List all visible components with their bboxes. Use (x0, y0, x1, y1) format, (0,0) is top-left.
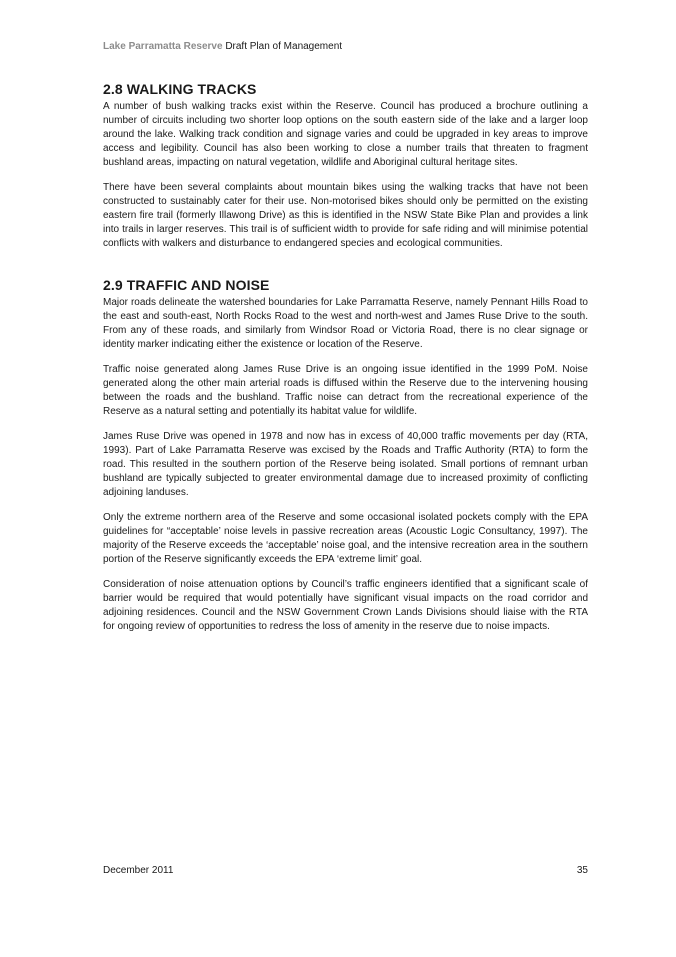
section-traffic-and-noise (103, 276, 588, 634)
body-paragraph: There have been several complaints about mountain bikes using the walking tracks that have not been constructed to sustainably cater for their use. Non-motorised bikes should only be permitted on the existing eastern fire trail (formerly Illawong Drive) as this is identified in the NSW State Bike Plan and provides a link into trails in larger reserves. This trail is of sufficient width to provide for safe riding and will minimise potential conflicts with walkers and disturbance to endangered species and ecological communities. (103, 182, 588, 249)
body-paragraph: A number of bush walking tracks exist within the Reserve. Council has produced a brochure outlining a number of circuits including two shorter loop options on the south eastern side of the lake and a larger loop around the lake. Walking track condition and signage varies and could be upgraded in key areas to improve access and legibility. Council has also been working to close a number trails that threaten to fragment bushland areas, impacting on natural vegetation, wildlife and Aboriginal cultural heritage sites. (103, 101, 588, 168)
page-content (103, 80, 588, 659)
body-paragraph: Major roads delineate the watershed boundaries for Lake Parramatta Reserve, namely Pennant Hills Road to the east and south-east, North Rocks Road to the west and north-west and James Ruse Drive to the south. From any of these roads, and similarly from Windsor Road or Victoria Road, there is no clear signage or identity marker indicating either the existence or location of the Reserve. (103, 297, 588, 350)
body-paragraph: Traffic noise generated along James Ruse Drive is an ongoing issue identified in the 1999 PoM. Noise generated along the other main arterial roads is diffused within the Reserve due to the intervening housing between the roads and the bushland. Traffic noise can detract from the recreational experience of the Reserve as a natural setting and potentially its habitat value for wildlife. (103, 364, 588, 417)
page-number: 35 (576, 865, 588, 876)
section-heading: 2.8 WALKING TRACKS (103, 81, 257, 97)
body-paragraph: Only the extreme northern area of the Reserve and some occasional isolated pockets comply with the EPA guidelines for “acceptable’ noise levels in passive recreation areas (Acoustic Logic Consultancy, 1997). The majority of the Reserve exceeds the ‘acceptable’ noise goal, and the intensive recreation area in the southern portion of the Reserve significantly exceeds the EPA ‘extreme limit’ goal. (103, 512, 588, 565)
footer-date: December 2011 (103, 865, 174, 876)
body-paragraph: Consideration of noise attenuation options by Council’s traffic engineers identified that a significant scale of barrier would be required that would potentially have significant visual impacts on the road corridor and adjoining residences. Council and the NSW Government Crown Lands Divisions should liaise with the RTA for ongoing review of opportunities to redress the loss of amenity in the reserve due to noise impacts. (103, 579, 588, 632)
header-reserve-name: Lake Parramatta Reserve (103, 41, 223, 52)
header-doc-title: Draft Plan of Management (225, 41, 343, 52)
running-header (103, 41, 342, 52)
section-heading: 2.9 TRAFFIC AND NOISE (103, 277, 270, 293)
section-walking-tracks (103, 80, 588, 251)
body-paragraph: James Ruse Drive was opened in 1978 and now has in excess of 40,000 traffic movements per day (RTA, 1993). Part of Lake Parramatta Reserve was excised by the Roads and Traffic Authority (RTA) to form the road. This resulted in the southern portion of the Reserve being isolated. Small portions of remnant urban bushland are typically subjected to greater environmental damage due to increased proximity of conflicting adjoining landuses. (103, 431, 588, 498)
